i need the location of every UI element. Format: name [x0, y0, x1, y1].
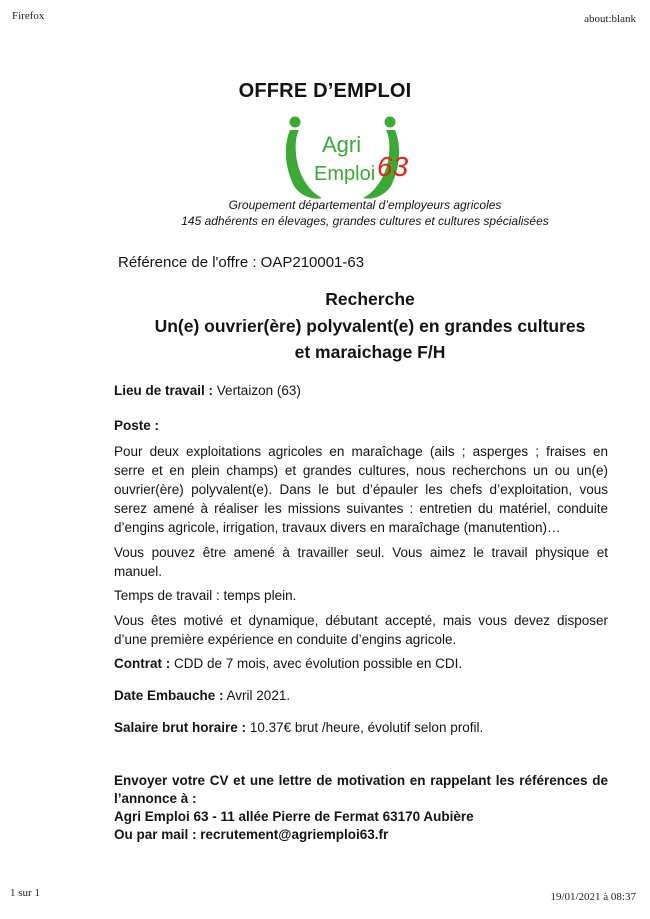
hiring-date-label: Date Embauche :: [114, 688, 224, 703]
headline-line-3: et maraichage F/H: [294, 342, 446, 362]
tagline-line-1: Groupement départemental d’employeurs agricoles: [228, 198, 502, 212]
para2-line-1: Vous pouvez être amené à travailler seul. Vous aimez le travail physique et: [114, 545, 608, 560]
hiring-date: [114, 686, 290, 705]
workplace-label: Lieu de travail :: [114, 383, 214, 398]
print-datetime: 19/01/2021 à 08:37: [550, 891, 636, 903]
apply-line-1: Envoyer votre CV et une lettre de motivation en rappelant les références de: [114, 773, 608, 788]
apply-email: Ou par mail : recrutement@agriemploi63.fr: [114, 827, 389, 842]
url-label: about:blank: [584, 13, 636, 25]
salary: [114, 718, 483, 737]
headline-line-1: Recherche: [325, 289, 415, 309]
para3-line-1: Vous êtes motivé et dynamique, débutant accepté, mais vous devez disposer: [114, 613, 608, 628]
poste-line-3: ouvrier(ère) polyvalent(e). Dans le but d’épauler les chefs d’exploitation, vous: [114, 482, 608, 497]
workplace: [114, 381, 301, 400]
para2-line-2: manuel.: [114, 564, 163, 579]
contract-value: CDD de 7 mois, avec évolution possible en CDI.: [174, 656, 463, 671]
hiring-date-value: Avril 2021.: [226, 688, 291, 703]
headline-line-2: Un(e) ouvrier(ère) polyvalent(e) en grandes cultures: [154, 316, 586, 336]
contract: [114, 654, 462, 673]
poste-line-4: serez amené à réaliser les missions suivantes : entretien du matériel, conduite: [114, 501, 608, 516]
browser-label: Firefox: [12, 10, 45, 22]
para3-line-2: d’une première expérience en conduite d’engins agricole.: [114, 632, 457, 647]
logo-word-emploi: Emploi: [314, 163, 376, 185]
working-time: Temps de travail : temps plein.: [114, 588, 297, 603]
poste-line-5: d’engins agricole, irrigation, travaux divers en maraîchage (manutention)…: [114, 520, 561, 535]
logo-number: 63: [377, 151, 409, 182]
salary-label: Salaire brut horaire :: [114, 720, 247, 735]
apply-line-2: l’annonce à :: [114, 791, 197, 806]
offer-reference: Référence de l'offre : OAP210001-63: [118, 254, 365, 271]
apply-address: Agri Emploi 63 - 11 allée Pierre de Fermat 63170 Aubière: [114, 809, 474, 824]
document-title: OFFRE D’EMPLOI: [238, 80, 412, 102]
logo-word-agri: Agri: [322, 132, 362, 157]
agri-emploi-logo: [282, 114, 452, 200]
page-count: 1 sur 1: [10, 887, 40, 899]
tagline-line-2: 145 adhérents en élevages, grandes cultures et cultures spécialisées: [181, 214, 549, 228]
poste-line-2: serre et en plein champs) et grandes cultures, nous recherchons un ou un(e): [114, 463, 608, 478]
poste-line-1: Pour deux exploitations agricoles en maraîchage (ails ; asperges ; fraises en: [114, 444, 608, 459]
contract-label: Contrat :: [114, 656, 171, 671]
poste-label: Poste :: [114, 418, 160, 433]
workplace-value: Vertaizon (63): [216, 383, 301, 398]
salary-value: 10.37€ brut /heure, évolutif selon profil.: [249, 720, 484, 735]
